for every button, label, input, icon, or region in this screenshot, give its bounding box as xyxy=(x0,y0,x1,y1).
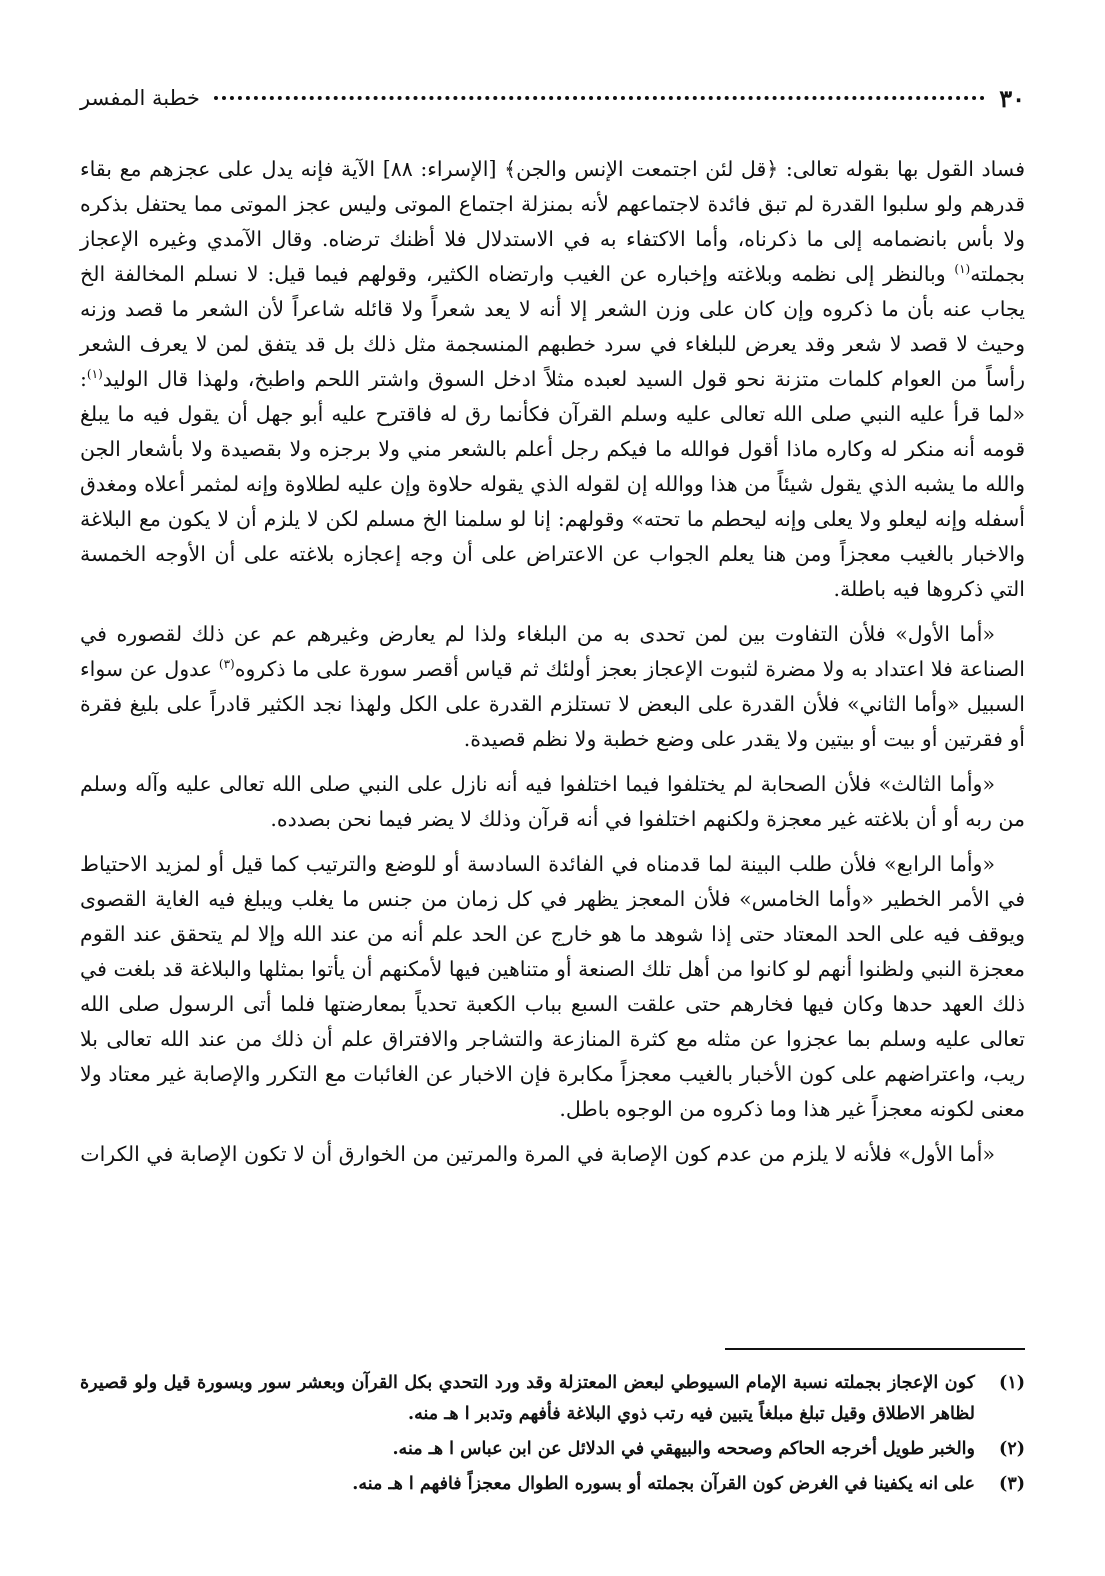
paragraph-1 xyxy=(80,152,1025,607)
paragraph-2-part-a: «أما الأول» فلأن التفاوت بين لمن تحدى به من البلغاء ولذا لم يعارض وغيرهم عم عن ذلك لقصوره في الصناعة فلا اعتداد به ولا مضرة لثبوت الإعجاز بعجز أولئك ثم قياس أقصر سورة على ما ذكروه xyxy=(80,622,1025,681)
footnote-item xyxy=(80,1434,1025,1465)
paragraph-2 xyxy=(80,617,1025,757)
footnote-number: (١) xyxy=(999,1373,1025,1393)
footnote-text: كون الإعجاز بجملته نسبة الإمام السيوطي لبعض المعتزلة وقد ورد التحدي بكل القرآن وبعشر سور وبسورة قيل ولو قصيرة لظاهر الاطلاق وقيل تبلغ مبلغاً يتبين فيه رتب ذوي البلاغة فأفهم وتدبر ا هـ منه. xyxy=(80,1373,975,1424)
footnote-number: (٢) xyxy=(999,1439,1025,1459)
header-dot-leader xyxy=(214,96,985,100)
footnote-item xyxy=(80,1469,1025,1500)
paragraph-1-part-c: : «لما قرأ عليه النبي صلى الله تعالى عليه وسلم القرآن فكأنما رق له فاقترح عليه أبو جهل أن يقول فيه ما يبلغ قومه أنه منكر له وكاره ماذا أقول فوالله ما فيكم رجل أعلم بالشعر مني ولا برجزه ولا بقصيدة ولا بأشعار الجن والله ما يشبه الذي يقول شيئاً من هذا ووالله إن لقوله الذي يقوله حلاوة وإن عليه لطلاوة وإنه لمثمر أعلاه ومغدق أسفله وإنه ليعلو ولا يعلى وإنه ليحطم ما تحته» وقولهم: إنا لو سلمنا الخ مسلم لكن لا يلزم أن لا يكون مع البلاغة والاخبار بالغيب معجزاً ومن هنا يعلم الجواب عن الاعتراض على أن وجه إعجازه بلاغته على أن الأوجه الخمسة التي ذكروها فيه باطلة. xyxy=(80,367,1025,601)
main-text xyxy=(80,152,1025,1182)
paragraph-1-part-a: فساد القول بها بقوله تعالى: ﴿قل لئن اجتمعت الإنس والجن﴾ [الإسراء: ٨٨] الآية فإنه يدل على عجزهم مع بقاء قدرهم ولو سلبوا القدرة لم تبق فائدة لاجتماعهم لأنه بمنزلة اجتماع الموتى وليس عجز الموتى مما يحتفل بذكره ولا بأس بانضمامه إلى ما ذكرناه، وأما الاكتفاء به في الاستدلال فلا أظنك ترضاه. وقال الآمدي وغيره الإعجاز بجملته xyxy=(80,157,1025,286)
footnotes xyxy=(80,1368,1025,1504)
paragraph-2-part-b: عدول عن سواء السبيل «وأما الثاني» فلأن القدرة على البعض لا تستلزم القدرة على الكل ولهذا نجد الكثير قادراً على بليغ فقرة أو فقرتين أو بيت أو بيتين ولا يقدر على وضع خطبة ولا نظم قصيدة. xyxy=(80,657,1025,751)
footnote-text: والخبر طويل أخرجه الحاكم وصححه والبيهقي في الدلائل عن ابن عباس ا هـ منه. xyxy=(392,1439,975,1459)
footnote-item xyxy=(80,1368,1025,1430)
running-title: خطبة المفسر xyxy=(80,86,200,110)
footnote-number: (٣) xyxy=(999,1474,1025,1494)
footnote-ref: (٣) xyxy=(218,657,235,672)
paragraph-5: «أما الأول» فلأنه لا يلزم من عدم كون الإصابة في المرة والمرتين من الخوارق أن لا تكون الإصابة في الكرات xyxy=(80,1142,995,1166)
footnote-ref: (١) xyxy=(86,367,103,382)
footnote-divider xyxy=(725,1348,1025,1350)
page-header xyxy=(80,78,1025,118)
paragraph-4: «وأما الرابع» فلأن طلب البينة لما قدمناه في الفائدة السادسة أو للوضع والترتيب كما قيل أو لمزيد الاحتياط في الأمر الخطير «وأما الخامس» فلأن المعجز يظهر في كل زمان من جنس ما يغلب ويبلغ فيه الغاية القصوى ويوقف فيه على الحد المعتاد حتى إذا شوهد ما هو خارج عن الحد علم أنه من عند الله وإلا لم يتحقق عند القوم معجزة النبي ولظنوا أنهم لو كانوا من أهل تلك الصنعة أو متناهين فيها لأمكنهم أن يأتوا بمثلها والبلاغة قد بلغت في ذلك العهد حدها وكان فيها فخارهم حتى علقت السبع بباب الكعبة تحدياً بمعارضتها فلما أتى الرسول صلى الله تعالى عليه وسلم بما عجزوا عن مثله مع كثرة المنازعة والتشاجر والافتراق علم أن ذلك من عند الله تعالى بلا ريب، واعتراضهم على كون الأخبار بالغيب معجزاً مكابرة فإن الاخبار عن الغائبات مع التكرر والإصابة غير معتاد ولا معنى لكونه معجزاً غير هذا وما ذكروه من الوجوه باطل. xyxy=(80,852,1025,1121)
footnote-ref: (١) xyxy=(954,262,971,277)
paragraph-1-part-b: وبالنظر إلى نظمه وبلاغته وإخباره عن الغيب وارتضاه الكثير، وقولهم فيما قيل: لا نسلم المخالفة الخ يجاب عنه بأن ما ذكروه وإن كان على وزن الشعر إلا أنه لا يعد شعراً ولا قائله شاعراً لأن الشعر ما قصد وزنه وحيث لا قصد لا شعر وقد يعرض للبلغاء في سرد خطبهم المنسجمة مثل ذلك بل قد يتفق لمن لا يعرف الشعر رأساً من العوام كلمات متزنة نحو قول السيد لعبده مثلاً ادخل السوق واشتر اللحم واطبخ، ولهذا قال الوليد xyxy=(80,262,1025,391)
footnote-text: على انه يكفينا في الغرض كون القرآن بجملته أو بسوره الطوال معجزاً فافهم ا هـ منه. xyxy=(352,1474,975,1494)
paragraph-3: «وأما الثالث» فلأن الصحابة لم يختلفوا فيما اختلفوا فيه أنه نازل على النبي صلى الله تعالى عليه وآله وسلم من ربه أو أن بلاغته غير معجزة ولكنهم اختلفوا في أنه قرآن وذلك لا يضر فيما نحن بصدده. xyxy=(80,772,1025,831)
page-number: ٣٠ xyxy=(999,83,1025,113)
